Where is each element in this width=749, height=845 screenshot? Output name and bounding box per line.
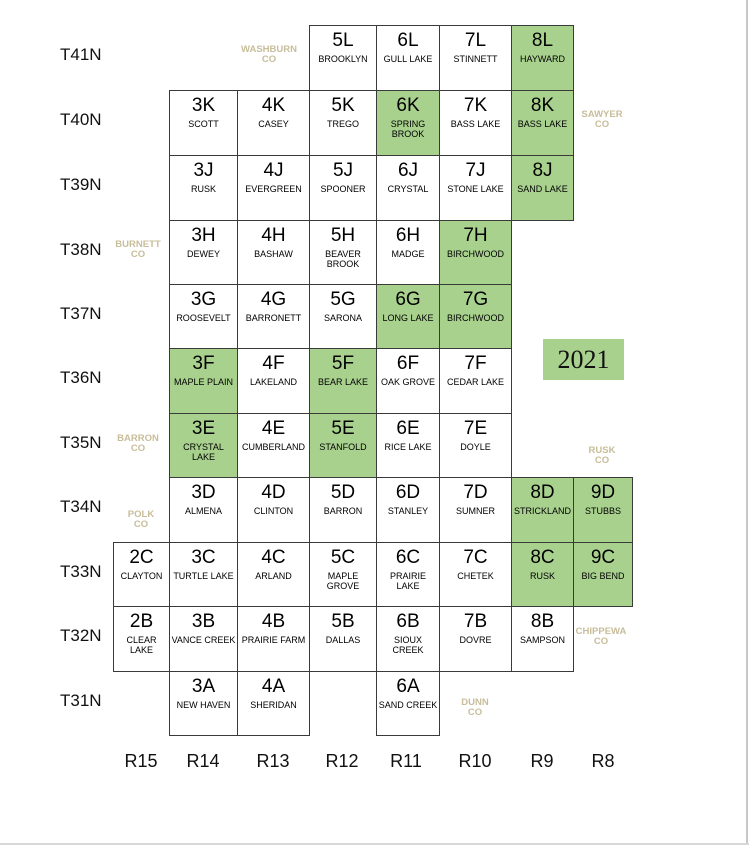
township-3a[interactable] [169, 671, 238, 736]
township-code: 8C [530, 547, 555, 568]
township-code: 5C [330, 547, 356, 568]
township-code: 6E [396, 418, 420, 439]
township-6c[interactable] [376, 542, 440, 607]
township-name: TURTLE LAKE [173, 571, 234, 581]
township-name: DOVRE [459, 635, 492, 645]
township-code: 9C [590, 547, 616, 568]
row-label-t36n: T36N [60, 368, 102, 387]
township-7j[interactable] [439, 155, 512, 221]
township-code: 3D [191, 482, 216, 503]
township-name: RUSK [190, 184, 216, 194]
row-label-t34n: T34N [60, 497, 102, 516]
row-label-t41n: T41N [60, 45, 102, 64]
township-code: 6F [396, 353, 420, 374]
township-8c[interactable] [511, 542, 574, 607]
township-name: VANCE CREEK [171, 635, 236, 645]
township-6g[interactable] [376, 284, 440, 349]
township-7b[interactable] [439, 606, 512, 672]
township-code: 3B [191, 611, 216, 632]
township-name: SAMPSON [519, 635, 565, 645]
township-code: 3J [193, 160, 214, 181]
township-code: 6C [395, 547, 421, 568]
township-code: 2B [129, 611, 154, 632]
township-name: DALLAS [325, 635, 361, 645]
township-name: CHETEK [457, 571, 494, 581]
township-4b[interactable] [237, 606, 310, 672]
column-label-r15: R15 [124, 751, 158, 771]
township-5k[interactable] [309, 90, 377, 156]
township-6h[interactable] [376, 220, 440, 285]
township-code: 9D [590, 482, 616, 503]
township-name: LONG LAKE [382, 313, 434, 323]
township-code: 7J [465, 160, 486, 181]
township-5e[interactable] [309, 413, 377, 478]
township-name: BROOKLYN [318, 54, 368, 64]
township-code: 6K [396, 95, 420, 116]
township-name: ARLAND [255, 571, 292, 581]
township-code: 5E [331, 418, 355, 439]
township-2b[interactable] [113, 606, 170, 672]
township-5c[interactable] [309, 542, 377, 607]
township-name: DEWEY [186, 249, 220, 259]
township-name: SARONA [323, 313, 362, 323]
township-7h[interactable] [439, 220, 512, 285]
township-6l[interactable] [376, 25, 440, 91]
township-name: BASHAW [254, 249, 293, 259]
township-name: CUMBERLAND [241, 442, 305, 452]
township-7k[interactable] [439, 90, 512, 156]
township-name: LAKELAND [249, 377, 298, 387]
township-code: 3K [191, 95, 216, 116]
township-4d[interactable] [237, 477, 310, 543]
township-6j[interactable] [376, 155, 440, 221]
township-code: 7F [464, 353, 487, 374]
township-name: STRICKLAND [513, 506, 571, 516]
township-6d[interactable] [376, 477, 440, 543]
township-name: BIRCHWOOD [447, 313, 504, 323]
row-label-t39n: T39N [60, 175, 102, 194]
township-code: 6L [397, 30, 419, 51]
township-name: MAPLE GROVE [326, 571, 360, 591]
township-4f[interactable] [237, 348, 310, 414]
township-code: 3E [191, 418, 216, 439]
township-name: BARRON [323, 506, 363, 516]
township-name: SPRING BROOK [390, 119, 426, 139]
row-label-t35n: T35N [60, 433, 102, 452]
township-name: SHERIDAN [250, 700, 297, 710]
township-name: BASS LAKE [517, 119, 568, 129]
township-5g[interactable] [309, 284, 377, 349]
township-code: 8D [530, 482, 555, 503]
township-code: 4J [263, 160, 284, 181]
township-name: STANFOLD [319, 442, 367, 452]
township-name: RUSK [529, 571, 555, 581]
township-name: DOYLE [460, 442, 491, 452]
township-4k[interactable] [237, 90, 310, 156]
township-code: 7H [463, 225, 488, 246]
township-name: MADGE [391, 249, 425, 259]
township-name: BEAR LAKE [317, 377, 369, 387]
county-label-dunn: DUNN CO [461, 697, 489, 718]
township-name: CLAYTON [120, 571, 163, 581]
township-code: 4C [261, 547, 286, 568]
township-4a[interactable] [237, 671, 310, 736]
township-8d[interactable] [511, 477, 574, 543]
township-name: TREGO [326, 119, 359, 129]
township-name: PRAIRIE LAKE [389, 571, 426, 591]
township-code: 6B [396, 611, 420, 632]
township-6k[interactable] [376, 90, 440, 156]
township-name: PRAIRIE FARM [241, 635, 306, 645]
county-label-barron: BARRON CO [117, 433, 159, 454]
township-name: SPOONER [320, 184, 366, 194]
township-code: 3A [191, 676, 216, 697]
township-code: 4H [261, 225, 286, 246]
township-5h[interactable] [309, 220, 377, 285]
township-code: 5L [332, 30, 354, 51]
township-name: STANLEY [387, 506, 429, 516]
township-name: CLEAR LAKE [126, 635, 157, 655]
township-name: RICE LAKE [384, 442, 432, 452]
township-name: BASS LAKE [450, 119, 501, 129]
township-code: 7K [463, 95, 488, 116]
township-name: STUBBS [584, 506, 621, 516]
year-badge: 2021 [543, 339, 624, 380]
township-code: 3H [191, 225, 216, 246]
township-code: 4E [261, 418, 286, 439]
township-6b[interactable] [376, 606, 440, 672]
township-5d[interactable] [309, 477, 377, 543]
township-4g[interactable] [237, 284, 310, 349]
township-8j[interactable] [511, 155, 574, 221]
township-name: SCOTT [188, 119, 219, 129]
township-name: BIG BEND [581, 571, 625, 581]
township-name: ROOSEVELT [176, 313, 231, 323]
township-name: CASEY [258, 119, 289, 129]
township-code: 6H [395, 225, 421, 246]
township-code: 3F [192, 353, 215, 374]
township-code: 7G [462, 289, 489, 310]
row-label-t33n: T33N [60, 562, 102, 581]
township-code: 8K [530, 95, 555, 116]
township-3g[interactable] [169, 284, 238, 349]
township-code: 8J [532, 160, 553, 181]
township-name: ALMENA [184, 506, 222, 516]
row-label-t32n: T32N [60, 626, 102, 645]
township-name: CEDAR LAKE [446, 377, 505, 387]
column-label-r8: R8 [591, 751, 615, 771]
county-label-polk: POLK CO [127, 509, 155, 530]
township-name: STINNETT [453, 54, 498, 64]
township-name: SAND LAKE [517, 184, 568, 194]
township-4h[interactable] [237, 220, 310, 285]
township-name: BARRONETT [245, 313, 302, 323]
township-code: 7D [463, 482, 488, 503]
row-label-t40n: T40N [60, 110, 102, 129]
township-code: 3G [190, 289, 217, 310]
township-code: 5J [332, 160, 354, 181]
township-name: BEAVER BROOK [325, 249, 361, 269]
township-code: 4D [261, 482, 286, 503]
row-label-t31n: T31N [60, 691, 102, 710]
township-7l[interactable] [439, 25, 512, 91]
township-code: 2C [129, 547, 154, 568]
township-code: 6D [395, 482, 421, 503]
township-code: 7B [463, 611, 488, 632]
column-label-r11: R11 [390, 751, 422, 771]
township-7c[interactable] [439, 542, 512, 607]
township-code: 5H [330, 225, 356, 246]
row-label-t37n: T37N [60, 304, 102, 323]
county-label-sawyer: SAWYER CO [581, 109, 623, 130]
township-4j[interactable] [237, 155, 310, 221]
township-5b[interactable] [309, 606, 377, 672]
township-7f[interactable] [439, 348, 512, 414]
township-name: CRYSTAL [387, 184, 429, 194]
township-3j[interactable] [169, 155, 238, 221]
township-code: 5G [330, 289, 356, 310]
row-label-t38n: T38N [60, 240, 102, 259]
township-code: 8B [530, 611, 555, 632]
township-name: SUMNER [455, 506, 495, 516]
township-5j[interactable] [309, 155, 377, 221]
township-5l[interactable] [309, 25, 377, 91]
township-code: 3C [191, 547, 216, 568]
township-6f[interactable] [376, 348, 440, 414]
township-name: STONE LAKE [447, 184, 504, 194]
township-4c[interactable] [237, 542, 310, 607]
township-code: 6A [396, 676, 420, 697]
township-7d[interactable] [439, 477, 512, 543]
township-name: NEW HAVEN [176, 700, 231, 710]
township-code: 7C [463, 547, 488, 568]
township-3b[interactable] [169, 606, 238, 672]
township-7g[interactable] [439, 284, 512, 349]
township-code: 4K [261, 95, 286, 116]
township-name: GULL LAKE [383, 54, 433, 64]
township-7e[interactable] [439, 413, 512, 478]
township-code: 5F [331, 353, 355, 374]
township-code: 5K [331, 95, 355, 116]
township-code: 5D [330, 482, 356, 503]
township-code: 4A [261, 676, 286, 697]
township-code: 4F [262, 353, 285, 374]
column-label-r13: R13 [256, 751, 290, 771]
township-9c[interactable] [573, 542, 633, 607]
county-label-washburn: WASHBURN CO [241, 44, 297, 65]
township-name: HAYWARD [520, 54, 565, 64]
township-code: 6J [397, 160, 419, 181]
township-name: BIRCHWOOD [447, 249, 504, 259]
township-name: OAK GROVE [380, 377, 435, 387]
township-5f[interactable] [309, 348, 377, 414]
township-code: 4B [261, 611, 286, 632]
county-label-chippewa: CHIPPEWA CO [575, 626, 627, 647]
county-label-burnett: BURNETT CO [115, 239, 161, 260]
township-3k[interactable] [169, 90, 238, 156]
township-4e[interactable] [237, 413, 310, 478]
township-9d[interactable] [573, 477, 633, 543]
township-name: CLINTON [253, 506, 294, 516]
township-name: MAPLE PLAIN [173, 377, 234, 387]
column-label-r10: R10 [458, 751, 492, 771]
township-name: SAND CREEK [378, 700, 438, 710]
column-label-r9: R9 [530, 751, 554, 771]
township-code: 7E [463, 418, 488, 439]
township-name: CRYSTAL LAKE [183, 442, 224, 462]
township-2c[interactable] [113, 542, 170, 607]
township-6e[interactable] [376, 413, 440, 478]
township-code: 7L [464, 30, 487, 51]
column-label-r12: R12 [325, 751, 359, 771]
township-3f[interactable] [169, 348, 238, 414]
column-label-r14: R14 [186, 751, 220, 771]
township-name: EVERGREEN [245, 184, 302, 194]
township-8l[interactable] [511, 25, 574, 91]
township-code: 4G [260, 289, 287, 310]
township-code: 5B [331, 611, 355, 632]
township-3c[interactable] [169, 542, 238, 607]
county-label-rusk: RUSK CO [588, 445, 616, 466]
township-code: 8L [531, 30, 554, 51]
township-name: SIOUX CREEK [392, 635, 424, 655]
township-code: 6G [395, 289, 421, 310]
